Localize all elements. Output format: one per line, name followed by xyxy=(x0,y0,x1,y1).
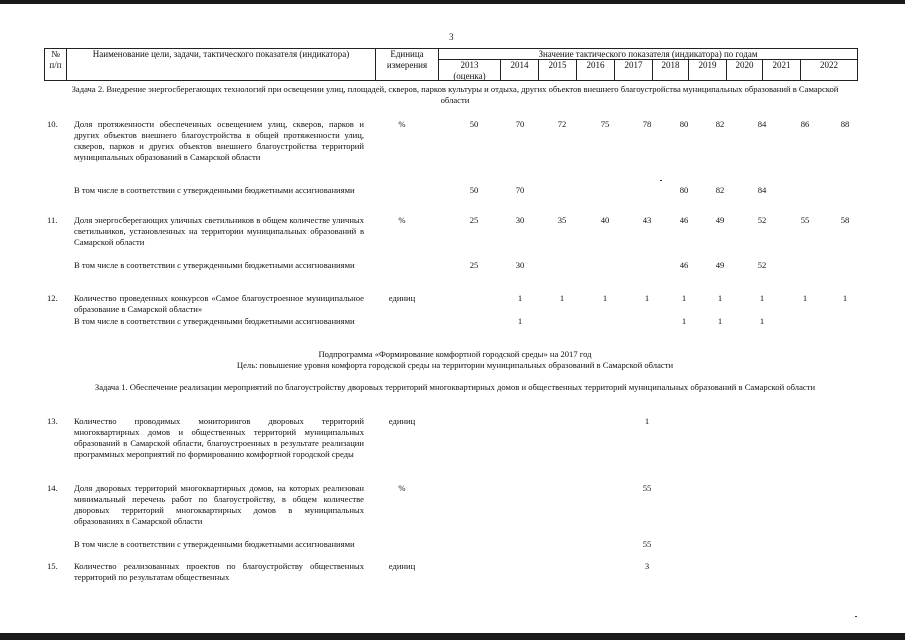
header-year: 2022 xyxy=(820,60,838,70)
header-year: 2013 (оценка) xyxy=(453,60,486,81)
value-cell: 50 xyxy=(469,185,479,195)
value-cell: 52 xyxy=(757,215,767,225)
value-cell: 1 xyxy=(602,293,608,303)
indicator-name: Доля протяженности обеспеченных освещением улиц, скверов, парков и других объектов внешнего благоустройства в общей протяженности улиц, скверов, парков и других объектов внешнего благоустройства территорий муниципальных образований в Самарской области xyxy=(74,119,364,162)
row-number: 13. xyxy=(47,416,58,426)
value-cell: 55 xyxy=(642,539,652,549)
header-year: 2019 xyxy=(698,60,717,70)
value-cell: 25 xyxy=(469,260,479,270)
value-cell: 1 xyxy=(517,316,523,326)
value-cell: 55 xyxy=(642,483,652,493)
unit-cell: % xyxy=(398,483,406,493)
indicator-name: Доля энергосберегающих уличных светильников в общем количестве уличных светильников, установленных на территории муниципальных образований в Самарской области xyxy=(74,215,364,247)
value-cell: 88 xyxy=(840,119,850,129)
indicator-name: Количество проведенных конкурсов «Самое благоустроенное муниципальное образование в Самарской области» xyxy=(74,293,364,314)
indicator-name: В том числе в соответствии с утвержденными бюджетными ассигнованиями xyxy=(74,185,355,195)
value-cell: 75 xyxy=(600,119,610,129)
row-number: 14. xyxy=(47,483,58,493)
task-1-heading: Задача 1. Обеспечение реализации мероприятий по благоустройству дворовых территорий многоквартирных домов и общественных территорий муниципальных образований в Самарской области xyxy=(94,382,816,392)
value-cell: 86 xyxy=(800,119,810,129)
value-cell: 70 xyxy=(515,185,525,195)
indicator-name: В том числе в соответствии с утвержденными бюджетными ассигнованиями xyxy=(74,260,355,270)
scan-speck xyxy=(855,616,857,617)
value-cell: 1 xyxy=(681,293,687,303)
value-cell: 1 xyxy=(644,293,650,303)
header-values-title: Значение тактического показателя (индикатора) по годам xyxy=(538,49,758,59)
value-cell: 72 xyxy=(557,119,567,129)
value-cell: 1 xyxy=(517,293,523,303)
table-header xyxy=(44,48,858,81)
header-year: 2021 xyxy=(772,60,791,70)
value-cell: 1 xyxy=(717,293,723,303)
value-cell: 58 xyxy=(840,215,850,225)
value-cell: 30 xyxy=(515,260,525,270)
subprogram-title: Подпрограмма «Формирование комфортной городской среды» на 2017 год xyxy=(318,349,592,359)
value-cell: 80 xyxy=(679,119,689,129)
page-number: 3 xyxy=(449,32,454,42)
value-cell: 80 xyxy=(679,185,689,195)
indicator-name: В том числе в соответствии с утвержденными бюджетными ассигнованиями xyxy=(74,539,355,549)
indicator-name: В том числе в соответствии с утвержденными бюджетными ассигнованиями xyxy=(74,316,355,326)
header-year: 2017 xyxy=(624,60,643,70)
value-cell: 52 xyxy=(757,260,767,270)
header-year: 2020 xyxy=(735,60,754,70)
value-cell: 55 xyxy=(800,215,810,225)
scan-bottom-border xyxy=(0,633,905,640)
value-cell: 84 xyxy=(757,119,767,129)
row-number: 15. xyxy=(47,561,58,571)
header-unit: Единица измерения xyxy=(386,49,428,70)
indicator-name: Количество проводимых мониторингов дворовых территорий многоквартирных домов и общественных территорий муниципальных образований в Самарской области, благоустроенных в результате реализации программных мероприятий по формированию комфортной городской среды xyxy=(74,416,364,459)
header-year: 2014 xyxy=(510,60,529,70)
value-cell: 49 xyxy=(715,260,725,270)
row-number: 11. xyxy=(47,215,58,225)
row-number: 12. xyxy=(47,293,58,303)
value-cell: 43 xyxy=(642,215,652,225)
value-cell: 35 xyxy=(557,215,567,225)
value-cell: 70 xyxy=(515,119,525,129)
unit-cell: единиц xyxy=(388,293,416,303)
value-cell: 1 xyxy=(559,293,565,303)
indicator-name: Доля дворовых территорий многоквартирных домов, на которых реализован минимальный перечень работ по благоустройству, в общем количестве дворовых территорий многоквартирных домов в муниципальных образованиях в Самарской области xyxy=(74,483,364,526)
value-cell: 1 xyxy=(802,293,808,303)
unit-cell: единиц xyxy=(388,561,416,571)
scan-speck xyxy=(660,180,662,181)
unit-cell: % xyxy=(398,215,406,225)
subprogram-goal: Цель: повышение уровня комфорта городской среды на территории муниципальных образований в Самарской области xyxy=(236,360,674,370)
header-year: 2018 xyxy=(661,60,680,70)
value-cell: 1 xyxy=(644,416,650,426)
value-cell: 3 xyxy=(644,561,650,571)
value-cell: 78 xyxy=(642,119,652,129)
value-cell: 25 xyxy=(469,215,479,225)
value-cell: 46 xyxy=(679,260,689,270)
value-cell: 49 xyxy=(715,215,725,225)
task-2-heading: Задача 2. Внедрение энергосберегающих технологий при освещении улиц, площадей, скверов, парков культуры и отдыха, других объектов внешнего благоустройства муниципальных образований в Самарской области xyxy=(71,84,839,105)
indicator-name: Количество реализованных проектов по благоустройству общественных территорий по результатам общественных xyxy=(74,561,364,582)
header-year: 2016 xyxy=(586,60,605,70)
value-cell: 40 xyxy=(600,215,610,225)
value-cell: 30 xyxy=(515,215,525,225)
value-cell: 46 xyxy=(679,215,689,225)
value-cell: 50 xyxy=(469,119,479,129)
value-cell: 82 xyxy=(715,119,725,129)
unit-cell: % xyxy=(398,119,406,129)
value-cell: 1 xyxy=(759,316,765,326)
value-cell: 82 xyxy=(715,185,725,195)
header-name: Наименование цели, задачи, тактического показателя (индикатора) xyxy=(92,49,350,59)
value-cell: 1 xyxy=(842,293,848,303)
row-number: 10. xyxy=(47,119,58,129)
unit-cell: единиц xyxy=(388,416,416,426)
scan-top-border xyxy=(0,0,905,4)
value-cell: 84 xyxy=(757,185,767,195)
header-year: 2015 xyxy=(548,60,567,70)
header-num: № п/п xyxy=(49,49,62,70)
value-cell: 1 xyxy=(717,316,723,326)
value-cell: 1 xyxy=(681,316,687,326)
value-cell: 1 xyxy=(759,293,765,303)
